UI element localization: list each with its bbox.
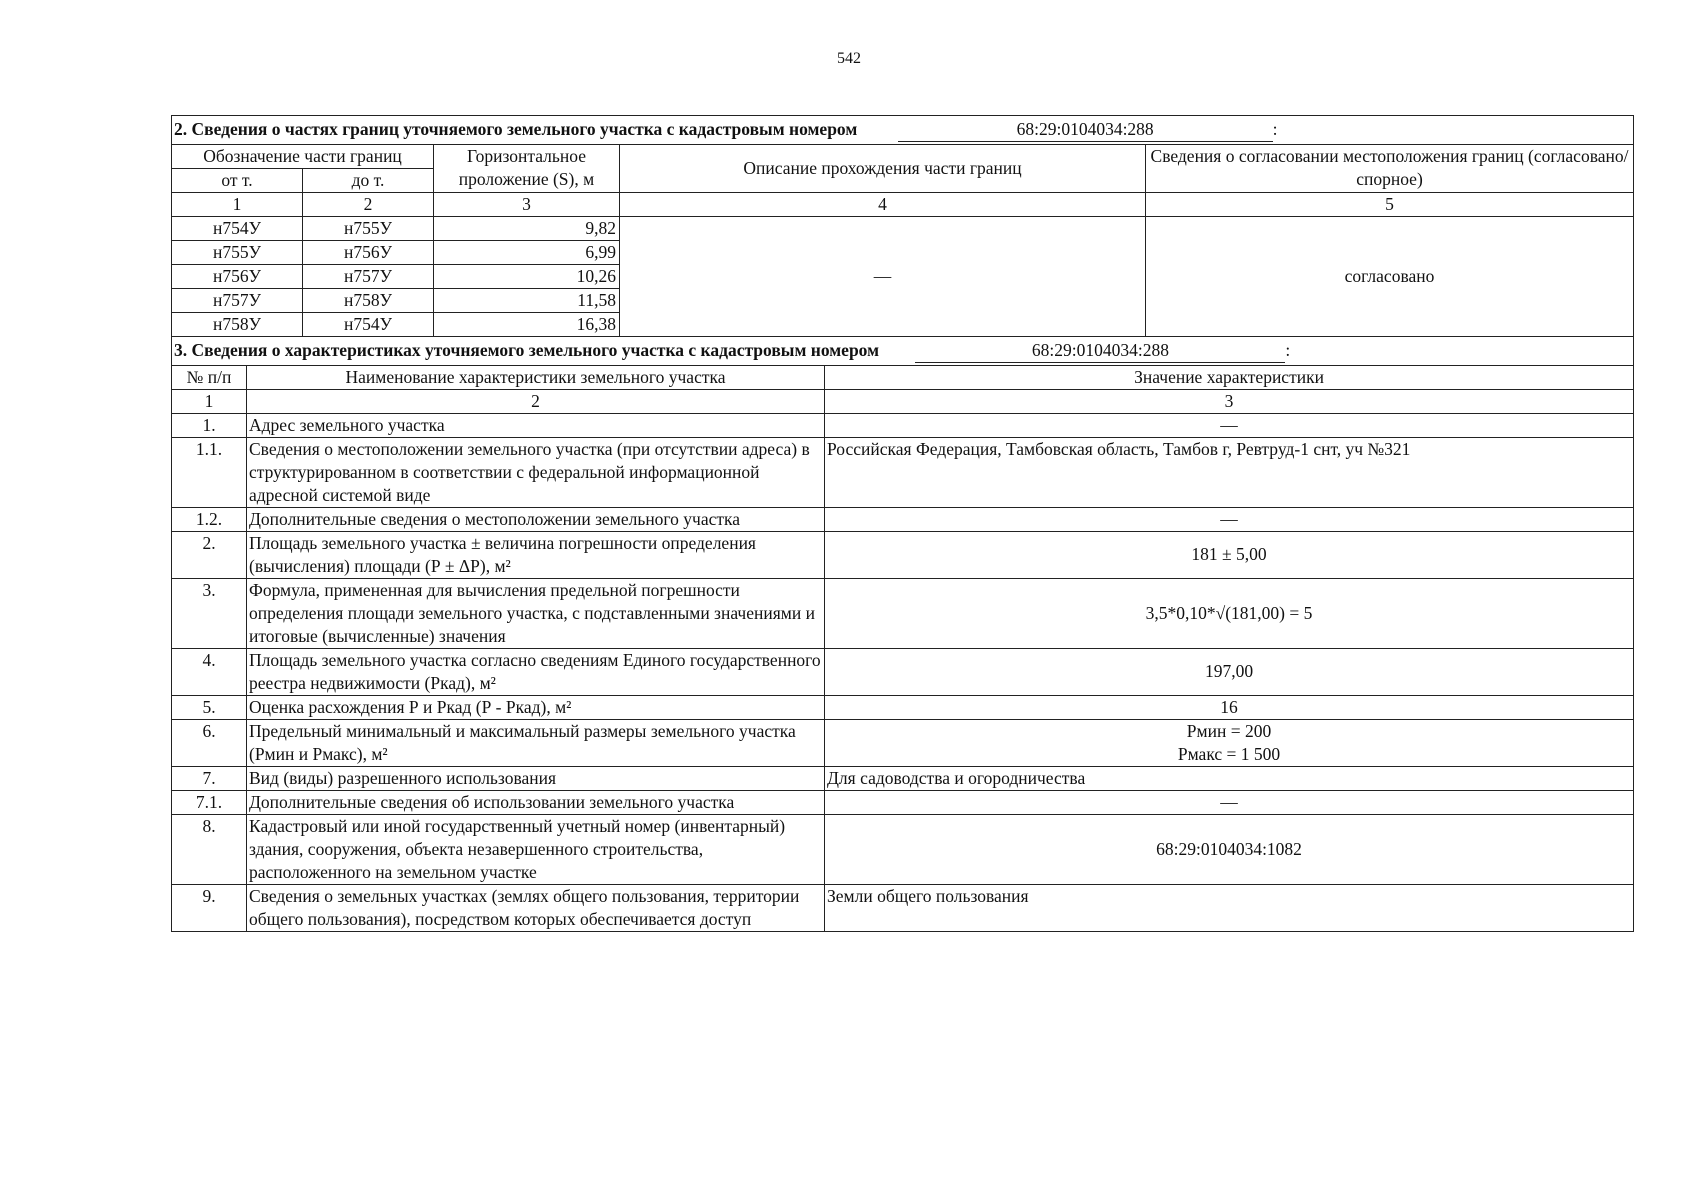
row-number: 3. — [172, 578, 247, 648]
row-name: Формула, примененная для вычисления предельной погрешности определения площади земельного участка, с подставленными значениями и итоговые (вычисленные) значения — [247, 578, 825, 648]
table-row — [172, 437, 1634, 507]
header-name: Наименование характеристики земельного участка — [247, 365, 825, 389]
row-value-min: Рмин = 200 — [1186, 720, 1272, 741]
section3-title-row — [172, 336, 1634, 365]
table-row — [172, 884, 1634, 931]
row-number: 9. — [172, 884, 247, 931]
col-number: 1 — [172, 193, 303, 217]
point-to: н754У — [303, 313, 434, 337]
point-from: н758У — [172, 313, 303, 337]
row-value: 68:29:0104034:1082 — [825, 814, 1634, 884]
row-value: 181 ± 5,00 — [825, 531, 1634, 578]
section3-table — [171, 336, 1634, 932]
row-value: — — [825, 507, 1634, 531]
col-number: 4 — [620, 193, 1146, 217]
document-body — [171, 115, 1633, 932]
point-from: н754У — [172, 217, 303, 241]
row-value-max: Рмакс = 1 500 — [1177, 743, 1281, 764]
table-row — [172, 648, 1634, 695]
horizontal-value: 10,26 — [434, 265, 620, 289]
row-number: 4. — [172, 648, 247, 695]
row-name: Адрес земельного участка — [247, 413, 825, 437]
table-row — [172, 578, 1634, 648]
section2-colon: : — [1272, 119, 1278, 139]
header-horizontal: Горизонтальное проложение (S), м — [434, 145, 620, 193]
header-designation: Обозначение части границ — [172, 145, 434, 169]
horizontal-value: 9,82 — [434, 217, 620, 241]
row-name: Предельный минимальный и максимальный размеры земельного участка (Рмин и Рмакс), м² — [247, 719, 825, 766]
section3-cadastral-number: 68:29:0104034:288 — [915, 339, 1285, 363]
section2-title-row — [172, 116, 1634, 145]
col-number: 3 — [825, 389, 1634, 413]
row-value: 197,00 — [825, 648, 1634, 695]
point-to: н758У — [303, 289, 434, 313]
row-value: Земли общего пользования — [825, 884, 1634, 931]
table-row — [172, 507, 1634, 531]
point-from: н756У — [172, 265, 303, 289]
row-name: Сведения о местоположении земельного участка (при отсутствии адреса) в структурированном в соответствии с федеральной информационной адресной системой виде — [247, 437, 825, 507]
horizontal-value: 11,58 — [434, 289, 620, 313]
row-number: 1. — [172, 413, 247, 437]
table-row — [172, 790, 1634, 814]
col-number: 3 — [434, 193, 620, 217]
table-row — [172, 766, 1634, 790]
row-name: Дополнительные сведения о местоположении земельного участка — [247, 507, 825, 531]
row-number: 1.1. — [172, 437, 247, 507]
row-value: Для садоводства и огородничества — [825, 766, 1634, 790]
row-value: — — [825, 413, 1634, 437]
row-number: 7. — [172, 766, 247, 790]
table-row — [172, 217, 1634, 241]
row-value: 16 — [825, 695, 1634, 719]
header-value: Значение характеристики — [825, 365, 1634, 389]
row-name: Кадастровый или иной государственный учетный номер (инвентарный) здания, сооружения, объекта незавершенного строительства, расположенного на земельном участке — [247, 814, 825, 884]
header-to: до т. — [303, 169, 434, 193]
table-row — [172, 413, 1634, 437]
horizontal-value: 6,99 — [434, 241, 620, 265]
section2-table — [171, 115, 1634, 337]
row-value: — — [825, 790, 1634, 814]
table-row — [172, 719, 1634, 766]
row-number: 5. — [172, 695, 247, 719]
point-to: н757У — [303, 265, 434, 289]
agreement-value: согласовано — [1146, 217, 1634, 337]
row-number: 6. — [172, 719, 247, 766]
row-value — [825, 719, 1634, 766]
col-number: 2 — [303, 193, 434, 217]
row-number: 7.1. — [172, 790, 247, 814]
row-number: 8. — [172, 814, 247, 884]
row-name: Сведения о земельных участках (землях общего пользования, территории общего пользования), посредством которых обеспечивается доступ — [247, 884, 825, 931]
row-name: Вид (виды) разрешенного использования — [247, 766, 825, 790]
description-value: — — [620, 217, 1146, 337]
section3-title: 3. Сведения о характеристиках уточняемого земельного участка с кадастровым номером — [174, 339, 880, 360]
row-name: Площадь земельного участка ± величина погрешности определения (вычисления) площади (Р ± ΔР), м² — [247, 531, 825, 578]
row-value: 3,5*0,10*√(181,00) = 5 — [825, 578, 1634, 648]
point-to: н755У — [303, 217, 434, 241]
point-from: н757У — [172, 289, 303, 313]
header-description: Описание прохождения части границ — [620, 145, 1146, 193]
table-row — [172, 531, 1634, 578]
header-from: от т. — [172, 169, 303, 193]
row-name: Площадь земельного участка согласно сведениям Единого государственного реестра недвижимости (Ркад), м² — [247, 648, 825, 695]
table-row — [172, 814, 1634, 884]
horizontal-value: 16,38 — [434, 313, 620, 337]
point-from: н755У — [172, 241, 303, 265]
col-number: 2 — [247, 389, 825, 413]
header-agreement: Сведения о согласовании местоположения границ (согласовано/спорное) — [1146, 145, 1634, 193]
row-number: 1.2. — [172, 507, 247, 531]
row-number: 2. — [172, 531, 247, 578]
header-num: № п/п — [172, 365, 247, 389]
point-to: н756У — [303, 241, 434, 265]
section2-title: 2. Сведения о частях границ уточняемого земельного участка с кадастровым номером — [174, 119, 858, 139]
col-number: 5 — [1146, 193, 1634, 217]
col-number: 1 — [172, 389, 247, 413]
row-value: Российская Федерация, Тамбовская область, Тамбов г, Ревтруд-1 снт, уч №321 — [825, 437, 1634, 507]
table-row — [172, 695, 1634, 719]
section2-cadastral-number: 68:29:0104034:288 — [898, 118, 1273, 142]
row-name: Дополнительные сведения об использовании земельного участка — [247, 790, 825, 814]
section3-colon: : — [1285, 339, 1291, 360]
row-name: Оценка расхождения Р и Ркад (Р - Ркад), м² — [247, 695, 825, 719]
page-number: 542 — [837, 50, 861, 67]
